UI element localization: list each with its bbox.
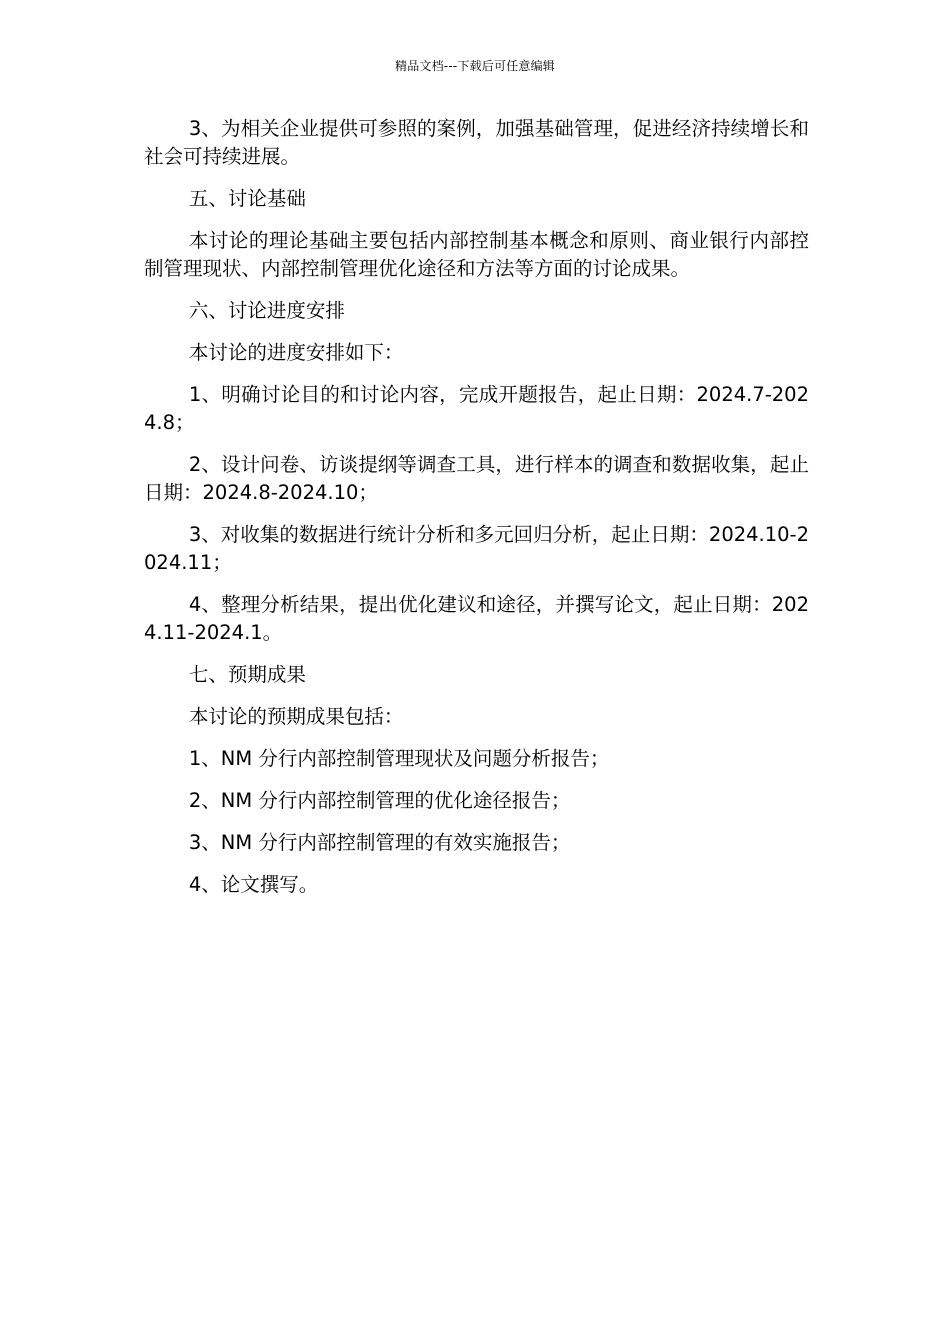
section-heading-schedule: 六、讨论进度安排 xyxy=(188,299,345,322)
outcome-item-4: 4、论文撰写。 xyxy=(188,873,319,896)
outcome-item-3: 3、NM 分行内部控制管理的有效实施报告； xyxy=(188,831,571,854)
paragraph-schedule-intro: 本讨论的进度安排如下： xyxy=(188,341,404,364)
paragraph-basis: 本讨论的理论基础主要包括内部控制基本概念和原则、商业银行内部控制管理现状、内部控制管理优化途径和方法等方面的讨论成果。 xyxy=(144,229,809,280)
paragraph-goal-3: 3、为相关企业提供可参照的案例，加强基础管理，促进经济持续增长和社会可持续进展。 xyxy=(144,117,809,168)
schedule-item-4: 4、整理分析结果，提出优化建议和途径，并撰写论文，起止日期：2024.11-2024.1。 xyxy=(144,593,809,644)
section-heading-outcomes: 七、预期成果 xyxy=(188,663,306,686)
schedule-item-2: 2、设计问卷、访谈提纲等调查工具，进行样本的调查和数据收集，起止日期：2024.8-2024.10； xyxy=(144,453,809,504)
page-header: 精品文档---下载后可任意编辑 xyxy=(395,59,555,73)
schedule-item-3: 3、对收集的数据进行统计分析和多元回归分析，起止日期：2024.10-2024.11； xyxy=(144,523,809,574)
outcome-item-1: 1、NM 分行内部控制管理现状及问题分析报告； xyxy=(188,747,610,770)
outcome-item-2: 2、NM 分行内部控制管理的优化途径报告； xyxy=(188,789,571,812)
paragraph-outcomes-intro: 本讨论的预期成果包括： xyxy=(188,705,404,728)
document-body xyxy=(144,115,809,913)
section-heading-basis: 五、讨论基础 xyxy=(188,187,306,210)
schedule-item-1: 1、明确讨论目的和讨论内容，完成开题报告，起止日期：2024.7-2024.8； xyxy=(144,383,809,434)
